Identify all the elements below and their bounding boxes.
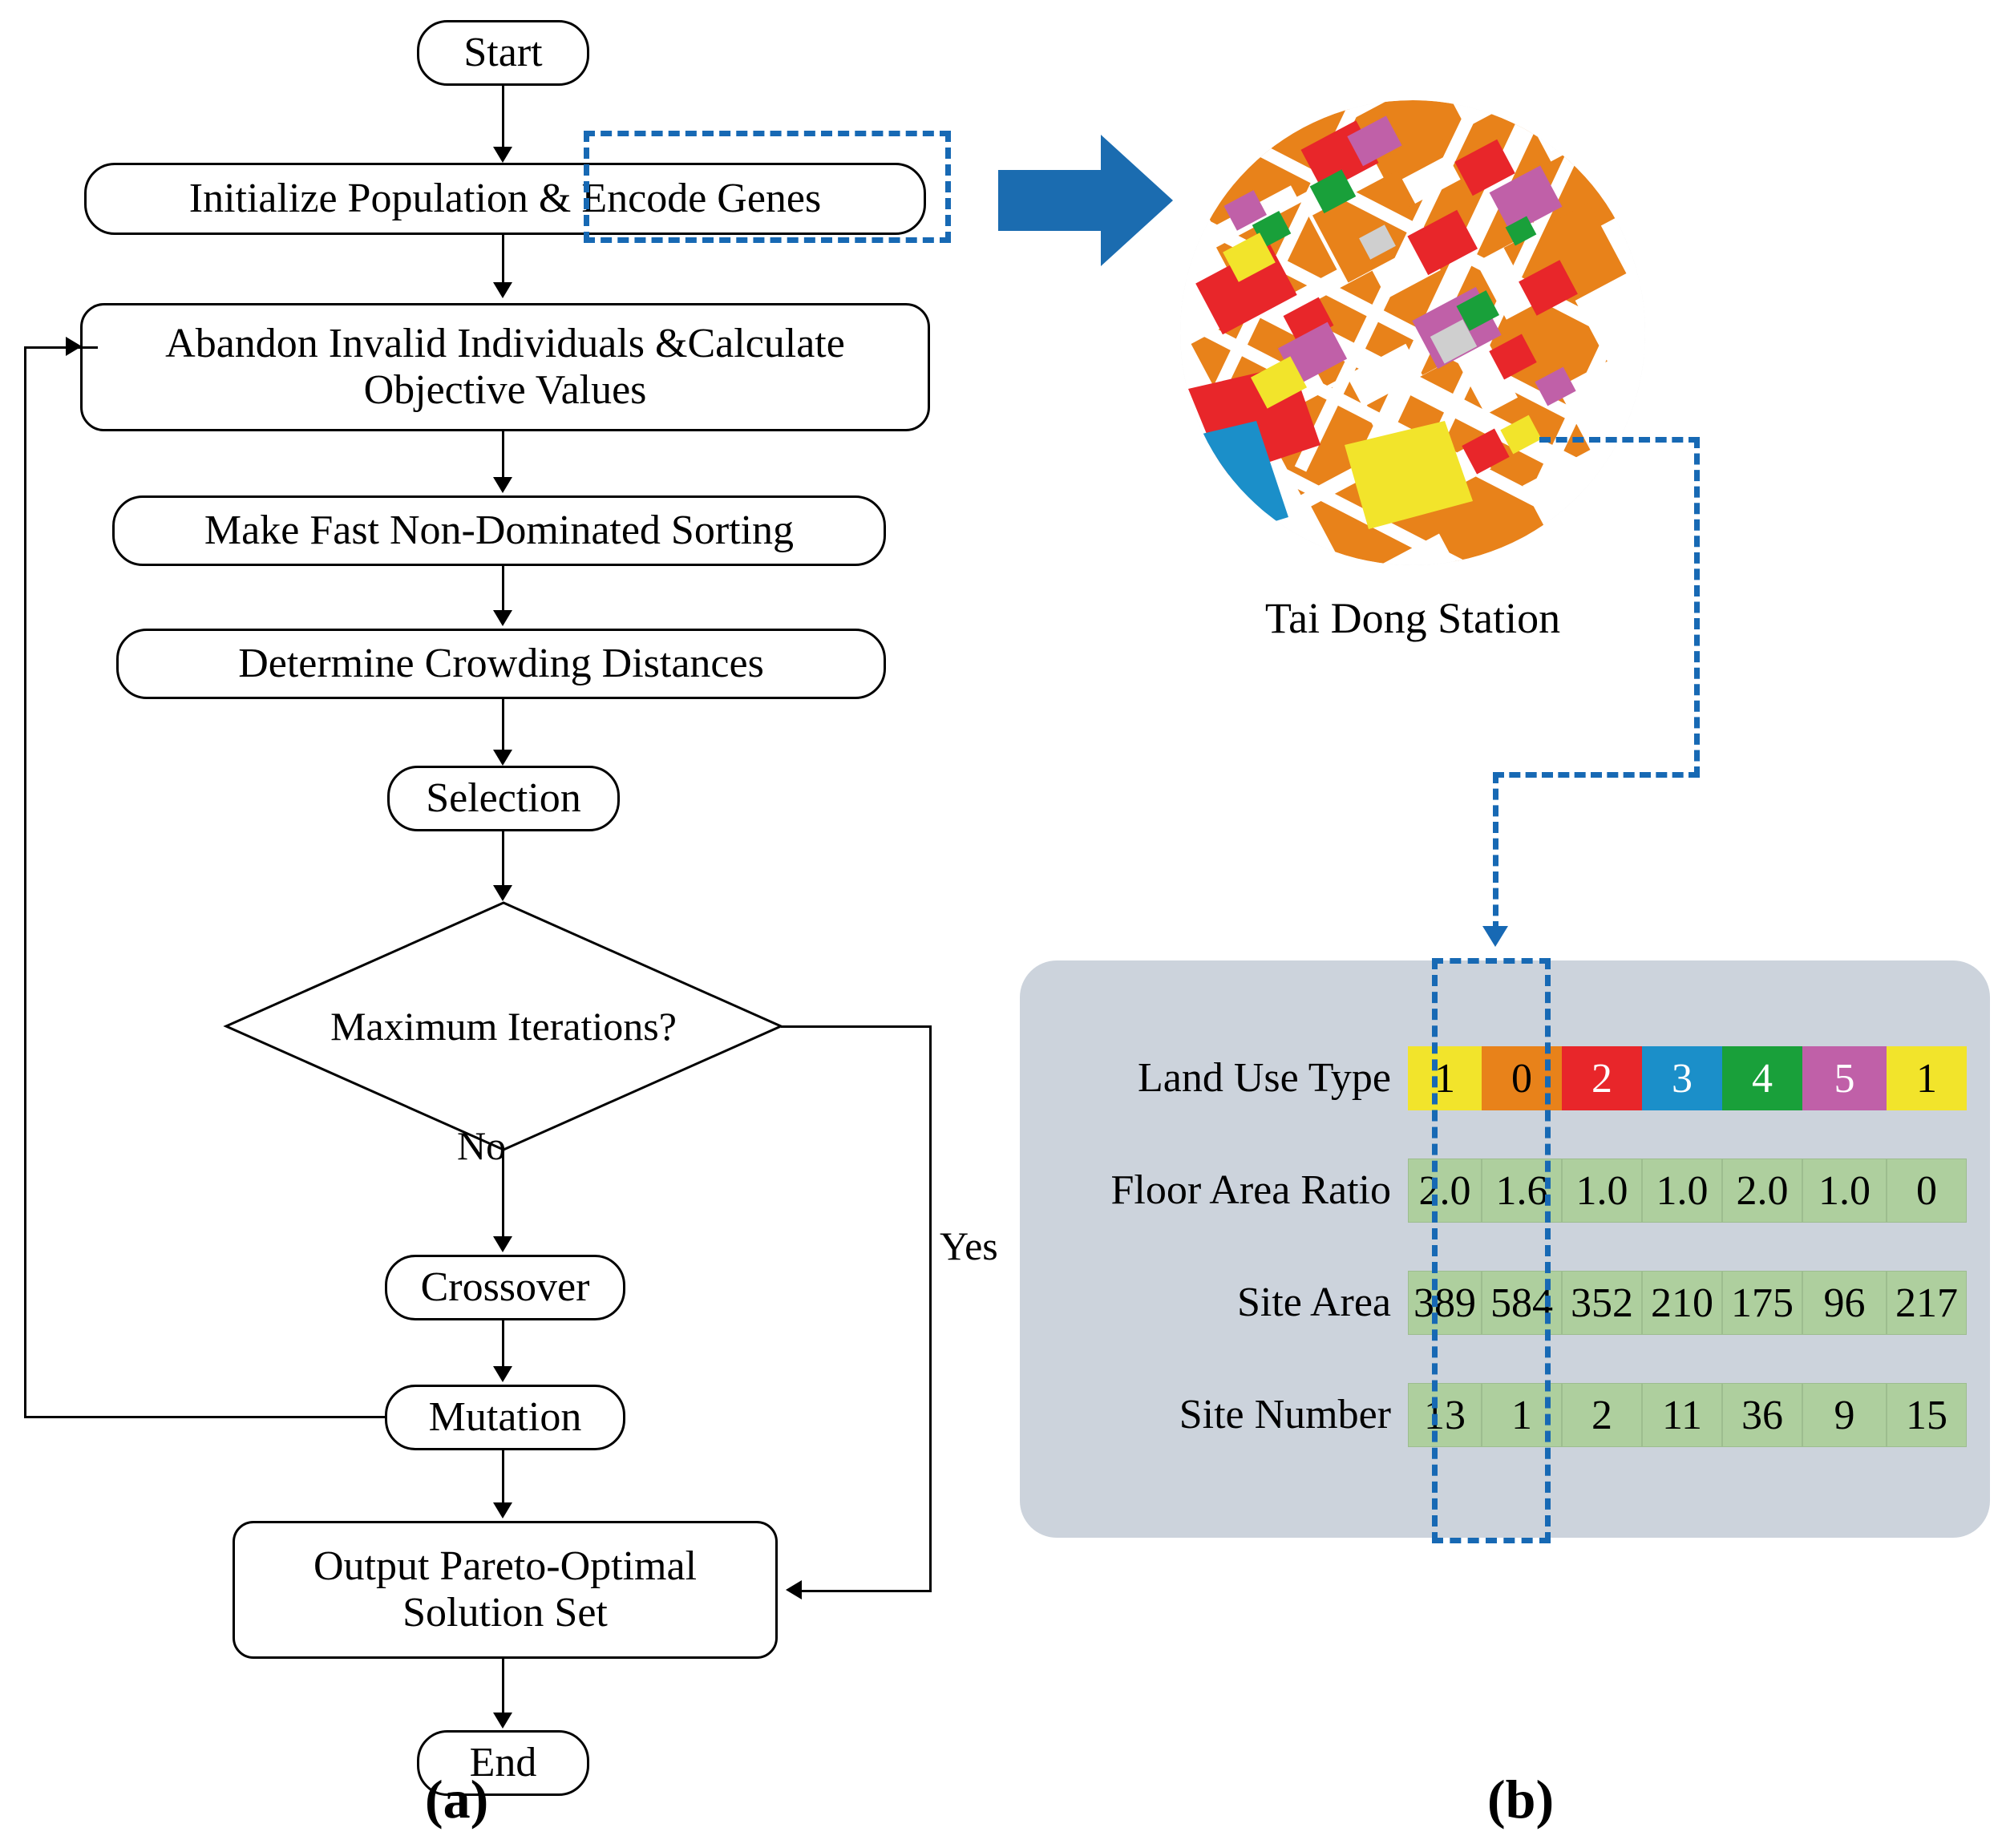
edge-yes-to-output: [802, 1590, 932, 1592]
cell-site-number-6: 15: [1887, 1383, 1967, 1447]
decision-label: Maximum Iterations?: [330, 1004, 677, 1049]
cell-site-area-2: 352: [1562, 1271, 1642, 1335]
dashed-connector-arrowhead: [1482, 926, 1508, 947]
map-circle-tai-dong-station: [1180, 100, 1645, 565]
row-label-floor-area-ratio: Floor Area Ratio: [1110, 1167, 1391, 1213]
row-label-site-area: Site Area: [1236, 1280, 1391, 1325]
node-crowding-label: Determine Crowding Distances: [238, 640, 764, 686]
arrowhead-mutation-to-output: [493, 1502, 512, 1518]
node-crowding-distance: [116, 629, 886, 699]
cell-land-use-6: 1: [1887, 1046, 1967, 1110]
node-start-label: Start: [463, 29, 543, 75]
node-selection: [387, 766, 620, 831]
cell-far-0: 2.0: [1408, 1159, 1482, 1223]
arrowhead-sorting-to-crowding: [493, 610, 512, 626]
node-end-label: End: [469, 1739, 537, 1785]
cell-site-number-2: 2: [1562, 1383, 1642, 1447]
dashed-connector-top: [1539, 437, 1700, 443]
cell-site-number-3: 11: [1642, 1383, 1722, 1447]
cell-far-6: 0: [1887, 1159, 1967, 1223]
dashed-connector-left-v: [1493, 772, 1498, 932]
cell-far-2: 1.0: [1562, 1159, 1642, 1223]
edge-mutation-feedback-h: [24, 1416, 386, 1418]
highlight-gene-column: [1432, 958, 1551, 1543]
cell-site-number-0: 13: [1408, 1383, 1482, 1447]
edge-selection-to-decision: [502, 831, 504, 888]
blue-arrow-icon: [998, 128, 1175, 273]
cell-far-5: 1.0: [1802, 1159, 1887, 1223]
cell-site-number-5: 9: [1802, 1383, 1887, 1447]
node-abandon-line1: Abandon Invalid Individuals &Calculate: [165, 320, 845, 366]
decision-maximum-iterations: [223, 900, 784, 1153]
arrowhead-yes-to-output: [786, 1580, 802, 1599]
cell-site-number-1: 1: [1482, 1383, 1562, 1447]
node-sorting-label: Make Fast Non-Dominated Sorting: [204, 507, 795, 553]
cell-land-use-5: 5: [1802, 1046, 1887, 1110]
edge-output-to-end: [502, 1659, 504, 1715]
arrowhead-init-to-abandon: [493, 282, 512, 298]
arrowhead-crossover-to-mutation: [493, 1366, 512, 1382]
edge-start-to-init: [502, 86, 504, 148]
node-nondominated-sorting: [112, 495, 886, 566]
node-mutation-label: Mutation: [428, 1393, 582, 1440]
cell-far-3: 1.0: [1642, 1159, 1722, 1223]
cell-site-area-1: 584: [1482, 1271, 1562, 1335]
panel-a-caption: (a): [425, 1769, 489, 1830]
cell-site-area-4: 175: [1722, 1271, 1802, 1335]
node-abandon-line2: Objective Values: [363, 367, 647, 413]
node-initialize-label: Initialize Population & Encode Genes: [188, 175, 822, 221]
edge-abandon-to-sorting: [502, 431, 504, 479]
cell-site-area-5: 96: [1802, 1271, 1887, 1335]
panel-b-caption: (b): [1487, 1769, 1555, 1830]
decision-label-wrapper: [223, 900, 784, 1153]
edge-decision-yes-h: [781, 1025, 932, 1028]
cell-site-area-3: 210: [1642, 1271, 1722, 1335]
edge-feedback-to-abandon: [24, 346, 98, 349]
row-label-site-number: Site Number: [1179, 1392, 1391, 1438]
row-label-land-use-type: Land Use Type: [1138, 1055, 1391, 1101]
cell-land-use-4: 4: [1722, 1046, 1802, 1110]
node-output-line1: Output Pareto-Optimal: [313, 1543, 698, 1589]
arrowhead-feedback-to-abandon: [66, 337, 82, 356]
edge-decision-yes-v: [929, 1025, 932, 1591]
edge-init-to-abandon: [502, 235, 504, 285]
edge-crowding-to-selection: [502, 699, 504, 752]
cell-land-use-0: 1: [1408, 1046, 1482, 1110]
node-selection-label: Selection: [426, 774, 581, 821]
highlight-encode-genes: [584, 131, 951, 243]
arrowhead-output-to-end: [493, 1713, 512, 1729]
cell-far-1: 1.6: [1482, 1159, 1562, 1223]
edge-crossover-to-mutation: [502, 1320, 504, 1369]
node-mutation: [385, 1385, 625, 1450]
node-output-pareto: [233, 1521, 778, 1659]
map-caption: Tai Dong Station: [1264, 594, 1561, 642]
node-abandon-invalid: [80, 303, 930, 431]
arrowhead-crowding-to-selection: [493, 750, 512, 766]
node-crossover-label: Crossover: [420, 1264, 590, 1310]
node-start: [417, 20, 589, 86]
dashed-connector-mid: [1493, 772, 1700, 778]
edge-label-yes: Yes: [940, 1223, 998, 1268]
cell-land-use-2: 2: [1562, 1046, 1642, 1110]
edge-mutation-to-output: [502, 1450, 504, 1505]
edge-mutation-feedback-v: [24, 346, 26, 1417]
cell-land-use-3: 3: [1642, 1046, 1722, 1110]
node-crossover: [385, 1255, 625, 1320]
cell-site-number-4: 36: [1722, 1383, 1802, 1447]
cell-far-4: 2.0: [1722, 1159, 1802, 1223]
arrowhead-selection-to-decision: [493, 885, 512, 901]
edge-sorting-to-crowding: [502, 566, 504, 613]
arrowhead-decision-no: [493, 1236, 512, 1252]
cell-land-use-1: 0: [1482, 1046, 1562, 1110]
arrowhead-abandon-to-sorting: [493, 477, 512, 493]
arrowhead-start-to-init: [493, 147, 512, 163]
edge-label-no: No: [457, 1123, 507, 1168]
cell-site-area-0: 389: [1408, 1271, 1482, 1335]
cell-site-area-6: 217: [1887, 1271, 1967, 1335]
node-output-line2: Solution Set: [402, 1590, 608, 1636]
dashed-connector-right-v: [1694, 437, 1700, 778]
